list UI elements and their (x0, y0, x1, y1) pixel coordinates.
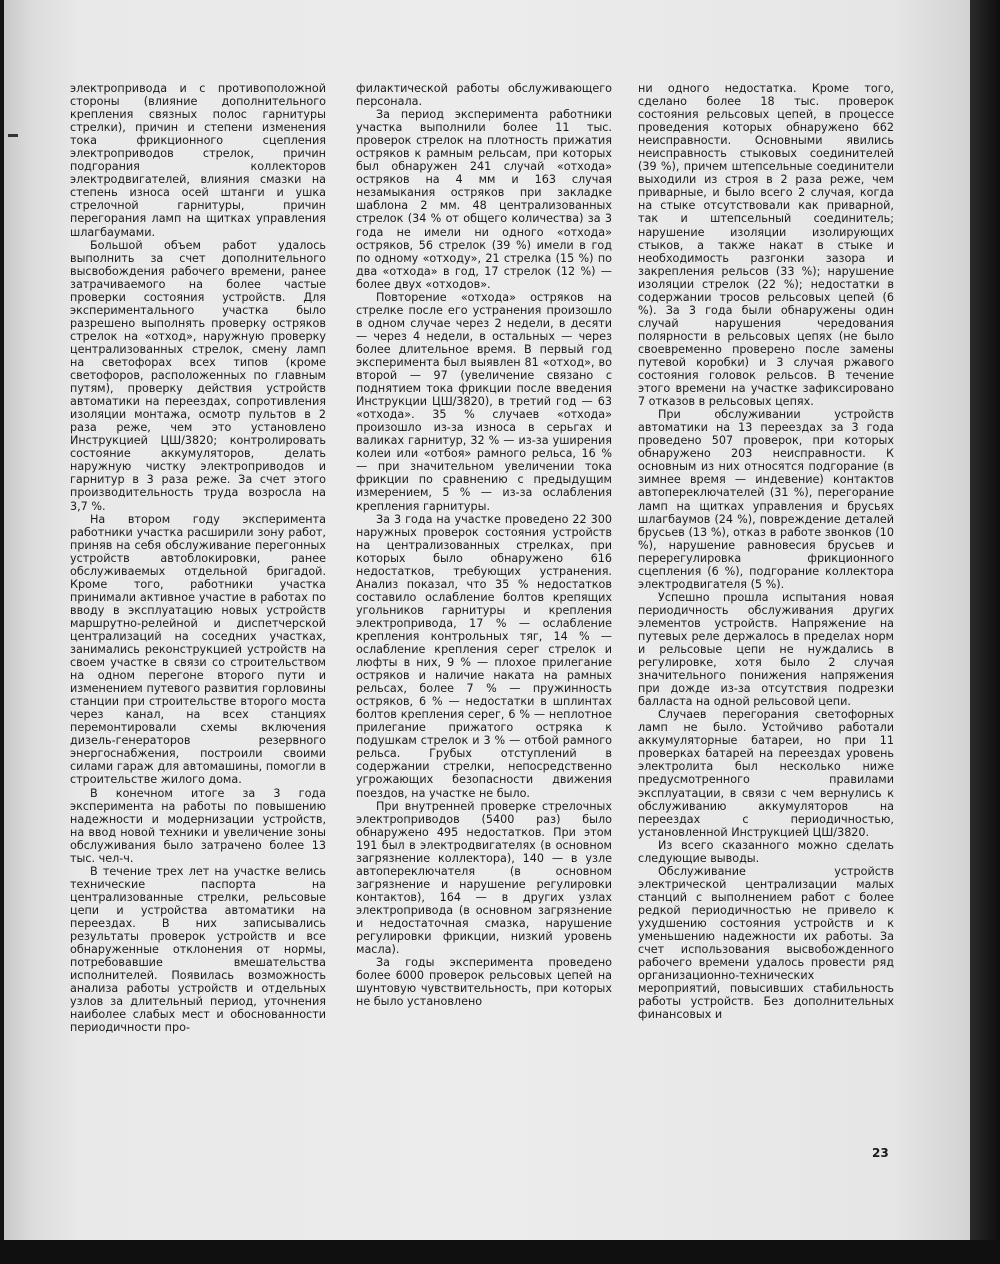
paragraph: Повторение «отхода» остряков на стрелке после его устранения произошло в одном случае через 2 недели, в десяти — через 4 недели, в остальных — через более длительное время. В первый год эксперимента был выявлен 81 «отход», во второй — 97 (увеличение связано с поднятием тока фрикции после введения Инструкции ЦШ/3820), в третий год — 63 «отхода». 35 % случаев «отхода» произошло из-за износа в серьгах и валиках гарнитур, 32 % — из-за уширения колеи или «отбоя» рамного рельса, 16 % — при значительном увеличении тока фрикции по сравнению с предыдущим измерением, 5 % — из-за ослабления крепления гарнитуры. (356, 290, 612, 513)
text-column-3 (638, 82, 894, 1021)
paragraph: За 3 года на участке проведено 22 300 наружных проверок состояния устройств на централизованных стрелках, при которых было обнаружено 616 недостатков, требующих устранения. Анализ показал, что 35 % недостатков составило ослабление болтов крепящих угольников гарнитуры и крепления электропривода, 17 % — ослабление крепления контрольных тяг, 14 % — ослабление крепления серег стрелок и люфты в них, 9 % — плохое прилегание остряков и наличие наката на рамных рельсах, более 7 % — пружинность остряков, 6 % — недостатки в шплинтах болтов крепления серег, 6 % — неплотное прилегание прижатого остряка к подушкам стрелок и 3 % — отбой рамного рельса. Грубых отступлений в содержании стрелки, непосредственно угрожающих безопасности движения поездов, на участке не было. (356, 512, 612, 800)
paragraph: За период эксперимента работники участка выполнили более 11 тыс. проверок стрелок на плотность прижатия остряков к рамным рельсам, при которых был обнаружен 241 случай «отхода» остряков на 4 мм и 163 случая незамыкания остряков при закладке шаблона 2 мм. 48 централизованных стрелок (34 % от общего количества) за 3 года не имели ни одного «отхода» остряков, 56 стрелок (39 %) имели в год по одному «отходу», 21 стрелка (15 %) по два «отхода» в год, 17 стрелок (12 %) — более двух «отходов». (356, 108, 612, 291)
paragraph: При внутренней проверке стрелочных электроприводов (5400 раз) было обнаружено 495 недостатков. При этом 191 был в электродвигателях (в основном загрязнение коллектора), 140 — в узле автопереключателя (в основном загрязнение и нарушение регулировки контактов), 164 — в других узлах электропривода (в основном загрязнение и недостаточная смазка, нарушение регулировки фрикции, низкий уровень масла). (356, 799, 612, 957)
paragraph: Из всего сказанного можно сделать следующие выводы. (638, 838, 894, 865)
page-right-edge-shadow (970, 0, 1000, 1264)
text-column-2 (356, 82, 612, 1008)
paragraph: ни одного недостатка. Кроме того, сделано более 18 тыс. проверок состояния рельсовых цепей, в процессе проведения которых обнаружено 662 неисправности. Основными явились неисправность стыковых соединителей (39 %), причем штепсельные соединители выходили из строя в 2 раза реже, чем приварные, и было всего 2 случая, когда на стыке отсутствовали как приварной, так и штепсельный соединитель; нарушение изоляции изолирующих стыков, а также накат в стыке и необходимость разгонки зазора и закрепления рельсов (33 %); нарушение изоляции стрелок (22 %); недостатки в содержании тросов рельсовых цепей (6 %). За 3 года были обнаружены один случай нарушения чередования полярности в рельсовых цепях (не было своевременно проверено после замены путевой коробки) и 3 случая ржавого состояния головок рельсов. В течение этого времени на участке зафиксировано 7 отказов в рельсовых цепях. (638, 82, 894, 409)
paragraph: За годы эксперимента проведено более 6000 проверок рельсовых цепей на шунтовую чувствительность, при которых не было установлено (356, 956, 612, 1009)
text-column-1 (70, 82, 326, 1034)
paragraph: На втором году эксперимента работники участка расширили зону работ, приняв на себя обслуживание перегонных устройств автоблокировки, ранее обслуживаемых отдельной бригадой. Кроме того, работники участка принимали активное участие в работах по вводу в эксплуатацию новых устройств маршрутно-релейной и диспетчерской централизаций на соседних участках, занимались реконструкцией устройств на своем участке в связи со строительством на одном перегоне второго пути и изменением путевого развития горловины станции при строительстве второго моста через канал, на всех станциях перемонтировали схемы включения дизель-генераторов резервного энергоснабжения, построили своими силами гараж для автомашины, помогли в строительстве жилого дома. (70, 512, 326, 787)
paragraph: Обслуживание устройств электрической централизации малых станций с выполнением работ с более редкой периодичностью не привело к ухудшению состояния устройств и к уменьшению надежности их работы. За счет использования высвобожденного рабочего времени удалось провести ряд организационно-технических мероприятий, повысивших стабильность работы устройств. Без дополнительных финансовых и (638, 864, 894, 1022)
margin-mark (8, 134, 18, 137)
page-number: 23 (872, 1146, 889, 1160)
page-bottom-edge-shadow (0, 1240, 1000, 1264)
paragraph: Успешно прошла испытания новая периодичность обслуживания других элементов устройств. Напряжение на путевых реле держалось в пределах норм и рельсовые цепи не нуждались в регулировке, хотя было 2 случая значительного понижения напряжения при дожде из-за отсутствия подрезки балласта на одной рельсовой цепи. (638, 590, 894, 709)
paragraph: Большой объем работ удалось выполнить за счет дополнительного высвобождения рабочего времени, ранее затрачиваемого на более частые проверки состояния устройств. Для экспериментального участка было разрешено выполнять проверку остряков стрелок на «отход», наружную проверку централизованных стрелок, смену ламп на светофорах всех типов (кроме светофоров, расположенных по главным путям), проверку действия устройств автоматики на переездах, сопротивления изоляции монтажа, осмотр пультов в 2 раза реже, чем это установлено Инструкцией ЦШ/3820; контролировать состояние аккумуляторов, делать наружную чистку электроприводов и гарнитур в 3 раза реже. За счет этого производительность труда возросла на 3,7 %. (70, 238, 326, 513)
paragraph: Случаев перегорания светофорных ламп не было. Устойчиво работали аккумуляторные батареи, но при 11 проверках батарей на переездах уровень электролита был несколько ниже предусмотренного правилами эксплуатации, в связи с чем вернулись к обслуживанию аккумуляторов на переездах с периодичностью, установленной Инструкцией ЦШ/3820. (638, 708, 894, 839)
paragraph: В конечном итоге за 3 года эксперимента на работы по повышению надежности и модернизации устройств, на ввод новой техники и увеличение зоны обслуживания было затрачено более 13 тыс. чел-ч. (70, 786, 326, 865)
paragraph: При обслуживании устройств автоматики на 13 переездах за 3 года проведено 507 проверок, при которых обнаружено 203 неисправности. К основным из них относятся подгорание (в зимнее время — индевение) контактов автопереключателей (31 %), перегорание ламп на щитках управления и брусьях шлагбаумов (24 %), повреждение деталей брусьев (13 %), отказ в работе звонков (10 %), нарушение равновесия брусьев и перерегулировка фрикционного сцепления (6 %), подгорание коллектора электродвигателя (5 %). (638, 408, 894, 591)
paragraph: филактической работы обслуживающего персонала. (356, 82, 612, 109)
paragraph: электропривода и с противоположной стороны (влияние дополнительного крепления связных полос гарнитуры стрелки), причин и степени изменения тока фрикционного сцепления электроприводов стрелок, причин подгорания коллекторов электродвигателей, влияния смазки на степень износа осей штанги и ушка стрелочной гарнитуры, причин перегорания ламп на щитках управления шлагбаумами. (70, 82, 326, 239)
paragraph: В течение трех лет на участке велись технические паспорта на централизованные стрелки, рельсовые цепи и устройства автоматики на переездах. В них записывались результаты проверок устройств и все обнаруженные отклонения от нормы, потребовавшие вмешательства исполнителей. Появилась возможность анализа работы устройств и отдельных узлов за длительный период, уточнения наиболее слабых мест и обоснованности периодичности про- (70, 864, 326, 1035)
